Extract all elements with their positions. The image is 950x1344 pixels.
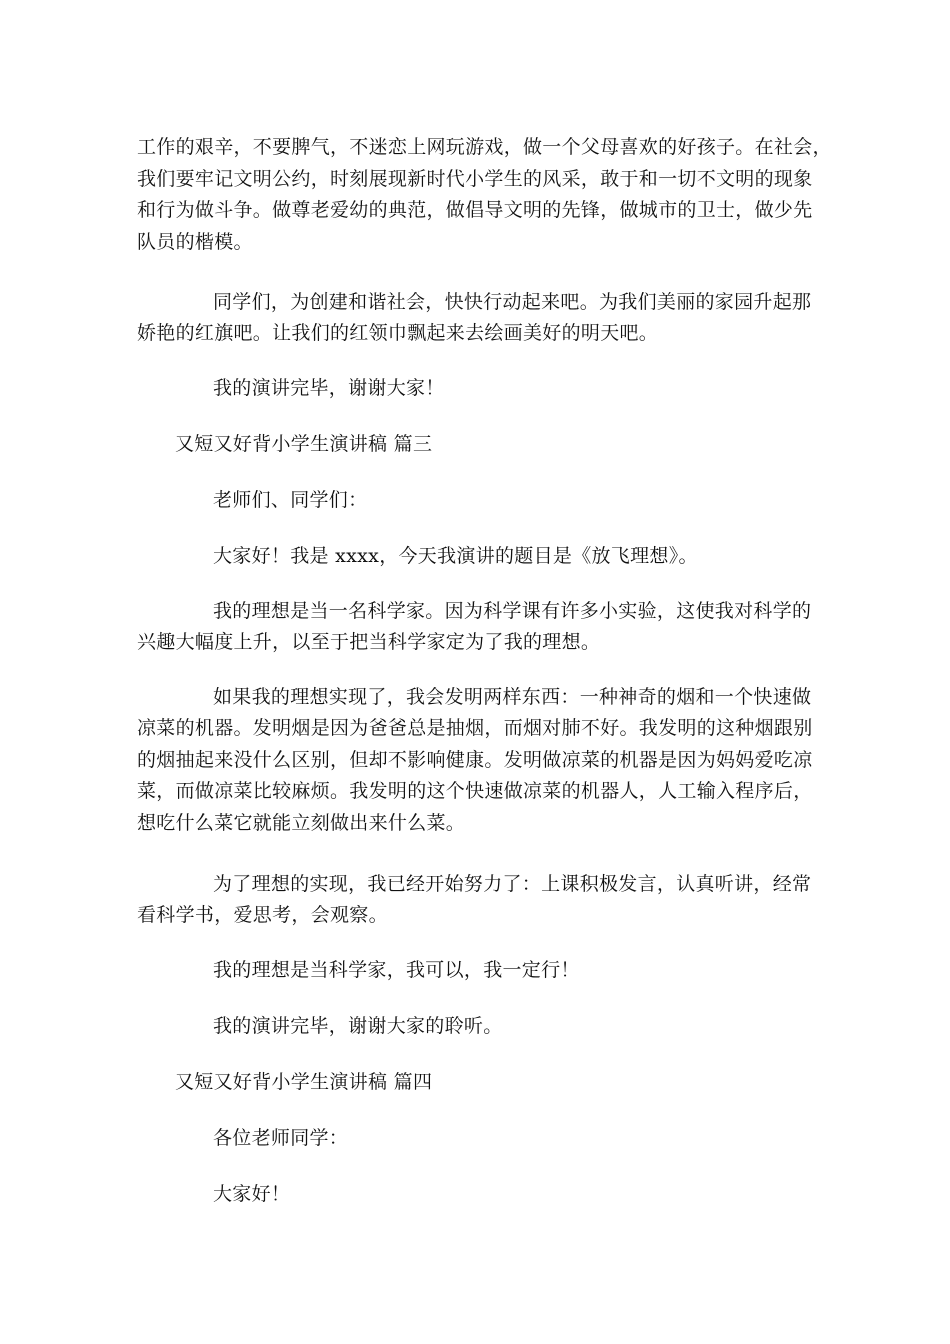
paragraph-closing [213, 373, 445, 405]
paragraph-ideal [213, 596, 811, 628]
paragraph-continuation [137, 132, 832, 258]
text-line: 兴趣大幅度上升，以至于把当科学家定为了我的理想。 [137, 631, 601, 653]
section-heading-3 [175, 429, 432, 461]
text-line: 我的理想是当科学家，我可以，我一定行！ [213, 959, 580, 981]
text-line: 我们要牢记文明公约，时刻展现新时代小学生的风采，敢于和一切不文明的现象 [137, 167, 813, 190]
text-line: 各位老师同学： [213, 1127, 349, 1149]
heading-text: 又短又好背小学生演讲稿 篇三 [175, 433, 433, 455]
text-line: 大家好！我是 xxxx，今天我演讲的题目是《放飞理想》。 [213, 545, 698, 567]
section-heading-4 [175, 1067, 432, 1099]
paragraph-inventions-cont [137, 713, 817, 839]
paragraph-greeting [213, 1179, 290, 1211]
paragraph-salutation-2 [213, 1123, 348, 1155]
text-line: 如果我的理想实现了，我会发明两样东西：一种神奇的烟和一个快速做 [213, 686, 812, 708]
text-line: 老师们、同学们： [213, 489, 368, 511]
text-line: 和行为做斗争。做尊老爱幼的典范，做倡导文明的先锋，做城市的卫士，做少先 [137, 199, 813, 221]
paragraph-ideal-cont [137, 627, 817, 659]
paragraph-thanks [213, 1011, 503, 1043]
paragraph-call-to-action-cont [137, 318, 817, 350]
text-line: 为了理想的实现，我已经开始努力了：上课积极发言，认真听讲，经常 [213, 873, 812, 895]
paragraph-effort-cont [137, 900, 817, 932]
paragraph-effort [213, 869, 811, 901]
text-line: 娇艳的红旗吧。让我们的红领巾飘起来去绘画美好的明天吧。 [137, 322, 659, 344]
text-line: 同学们，为创建和谐社会，快快行动起来吧。为我们美丽的家园升起那 [213, 291, 812, 313]
text-line: 凉菜的机器。发明烟是因为爸爸总是抽烟，而烟对肺不好。我发明的这种烟跟别 [137, 717, 813, 739]
text-line: 我的演讲完毕，谢谢大家！ [213, 377, 445, 399]
text-line: 大家好！ [213, 1183, 291, 1205]
paragraph-call-to-action [213, 287, 811, 319]
text-line: 的烟抽起来没什么区别，但却不影响健康。发明做凉菜的机器是因为妈妈爱吃凉 [137, 748, 813, 771]
text-line: 工作的艰辛，不要脾气，不迷恋上网玩游戏，做一个父母喜欢的好孩子。在社会， [137, 136, 832, 158]
text-line: 我的演讲完毕，谢谢大家的聆听。 [213, 1015, 503, 1037]
text-line: 看科学书，爱思考，会观察。 [137, 904, 388, 926]
paragraph-resolve [213, 955, 580, 987]
paragraph-salutation [213, 485, 367, 517]
text-line: 我的理想是当一名科学家。因为科学课有许多小实验，这使我对科学的 [213, 600, 812, 622]
text-line: 菜，而做凉菜比较麻烦。我发明的这个快速做凉菜的机器人，人工输入程序后， [137, 780, 813, 802]
text-line: 想吃什么菜它就能立刻做出来什么菜。 [137, 811, 466, 834]
text-line: 队员的楷模。 [137, 230, 253, 253]
heading-text: 又短又好背小学生演讲稿 篇四 [175, 1071, 433, 1093]
paragraph-intro [213, 541, 698, 573]
paragraph-inventions [213, 682, 811, 714]
